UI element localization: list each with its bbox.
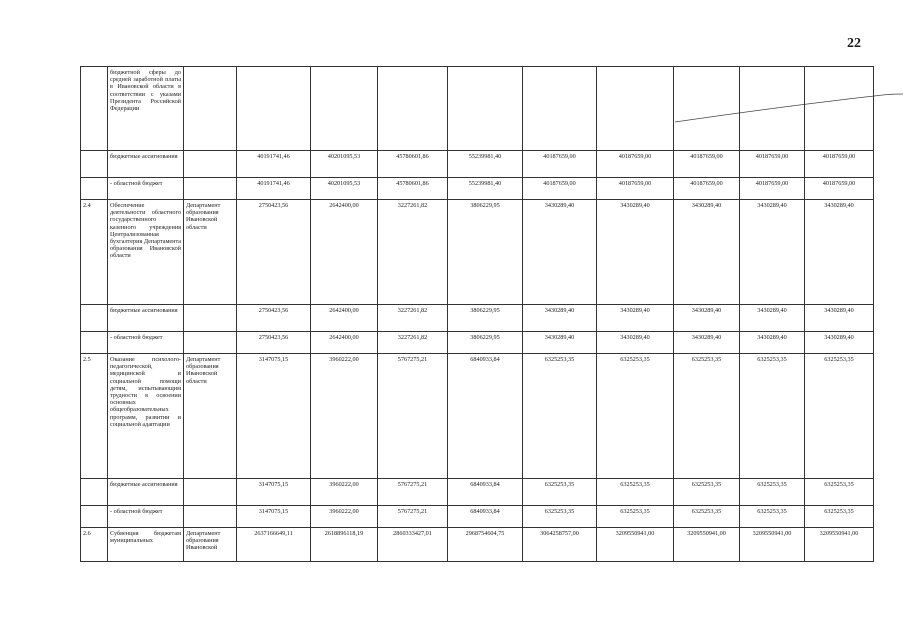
value-cell: 3430289,40 bbox=[674, 305, 740, 332]
value-cell bbox=[378, 67, 448, 151]
table-row bbox=[81, 200, 874, 305]
value-cell: 2750423,56 bbox=[237, 200, 311, 305]
row-name: - областной бюджет bbox=[108, 506, 184, 528]
value-cell: 3960222,00 bbox=[311, 506, 378, 528]
value-cell: 5767275,21 bbox=[378, 479, 448, 506]
value-cell: 55239981,40 bbox=[448, 151, 523, 178]
value-cell: 45780601,86 bbox=[378, 178, 448, 200]
value-cell: 40187659,00 bbox=[805, 151, 874, 178]
value-cell: 3209550941,00 bbox=[674, 528, 740, 562]
value-cell: 3227261,82 bbox=[378, 200, 448, 305]
value-cell: 3806229,95 bbox=[448, 200, 523, 305]
row-name: бюджетные ассигнования bbox=[108, 305, 184, 332]
row-code bbox=[81, 151, 108, 178]
row-responsible: Департамент образования Ивановской области bbox=[184, 200, 237, 305]
value-cell: 2750423,56 bbox=[237, 305, 311, 332]
row-responsible bbox=[184, 332, 237, 354]
row-name: бюджетные ассигнования bbox=[108, 151, 184, 178]
value-cell: 3430289,40 bbox=[740, 200, 805, 305]
value-cell: 2642400,00 bbox=[311, 332, 378, 354]
value-cell: 6325253,35 bbox=[597, 479, 674, 506]
value-cell: 3430289,40 bbox=[523, 200, 597, 305]
row-responsible bbox=[184, 479, 237, 506]
table-row bbox=[81, 354, 874, 479]
page-number: 22 bbox=[847, 36, 861, 51]
row-name: бюджетной сферы до средней заработной платы в Ивановской области в соответствии с указами Президента Российской Федерации bbox=[108, 67, 184, 151]
table-body bbox=[81, 67, 874, 562]
value-cell: 3430289,40 bbox=[597, 332, 674, 354]
value-cell: 6325253,35 bbox=[597, 354, 674, 479]
row-name: бюджетные ассигнования bbox=[108, 479, 184, 506]
value-cell: 3147075,15 bbox=[237, 354, 311, 479]
row-code bbox=[81, 305, 108, 332]
value-cell: 2642400,00 bbox=[311, 200, 378, 305]
value-cell: 5767275,21 bbox=[378, 354, 448, 479]
value-cell: 3209550941,00 bbox=[805, 528, 874, 562]
row-name: - областной бюджет bbox=[108, 332, 184, 354]
row-code bbox=[81, 332, 108, 354]
budget-table bbox=[80, 66, 874, 562]
row-name: Обеспечение деятельности областного государственного казенного учреждения Централизованная бухгалтерия Департамента образования Ивановской области bbox=[108, 200, 184, 305]
value-cell: 3806229,95 bbox=[448, 305, 523, 332]
value-cell: 3227261,82 bbox=[378, 305, 448, 332]
value-cell: 6325253,35 bbox=[740, 354, 805, 479]
row-code bbox=[81, 67, 108, 151]
table-row bbox=[81, 479, 874, 506]
value-cell: 40187659,00 bbox=[523, 151, 597, 178]
row-responsible bbox=[184, 151, 237, 178]
value-cell: 3430289,40 bbox=[805, 332, 874, 354]
value-cell: 3430289,40 bbox=[597, 200, 674, 305]
value-cell: 3430289,40 bbox=[674, 332, 740, 354]
value-cell: 6325253,35 bbox=[674, 354, 740, 479]
row-name: Оказание психолого-педагогической, медицинской и социальной помощи детям, испытывающим трудности в освоении основных общеобразовательных программ, развитии и социальной адаптации bbox=[108, 354, 184, 479]
value-cell: 3147075,15 bbox=[237, 506, 311, 528]
row-code: 2.6 bbox=[81, 528, 108, 562]
value-cell: 6840933,84 bbox=[448, 479, 523, 506]
value-cell: 3147075,15 bbox=[237, 479, 311, 506]
value-cell: 6325253,35 bbox=[805, 479, 874, 506]
value-cell: 3806229,95 bbox=[448, 332, 523, 354]
value-cell: 3430289,40 bbox=[674, 200, 740, 305]
value-cell: 2968754604,75 bbox=[448, 528, 523, 562]
value-cell: 6325253,35 bbox=[674, 479, 740, 506]
value-cell: 6325253,35 bbox=[805, 506, 874, 528]
value-cell: 3430289,40 bbox=[523, 332, 597, 354]
value-cell: 3430289,40 bbox=[740, 305, 805, 332]
value-cell: 6325253,35 bbox=[597, 506, 674, 528]
value-cell: 6325253,35 bbox=[523, 506, 597, 528]
row-responsible bbox=[184, 67, 237, 151]
value-cell: 5767275,21 bbox=[378, 506, 448, 528]
value-cell bbox=[805, 67, 874, 151]
value-cell: 3430289,40 bbox=[597, 305, 674, 332]
value-cell: 3430289,40 bbox=[805, 305, 874, 332]
value-cell: 6325253,35 bbox=[523, 354, 597, 479]
table-row bbox=[81, 506, 874, 528]
value-cell: 3430289,40 bbox=[740, 332, 805, 354]
value-cell: 6325253,35 bbox=[523, 479, 597, 506]
value-cell: 3209550941,00 bbox=[740, 528, 805, 562]
value-cell: 40187659,00 bbox=[674, 178, 740, 200]
value-cell: 3064258757,00 bbox=[523, 528, 597, 562]
row-code bbox=[81, 178, 108, 200]
value-cell: 40187659,00 bbox=[523, 178, 597, 200]
value-cell: 3227261,82 bbox=[378, 332, 448, 354]
value-cell: 3960222,00 bbox=[311, 479, 378, 506]
table-row bbox=[81, 305, 874, 332]
table-row bbox=[81, 528, 874, 562]
value-cell: 40191741,46 bbox=[237, 178, 311, 200]
value-cell: 40191741,46 bbox=[237, 151, 311, 178]
row-responsible bbox=[184, 506, 237, 528]
row-name: - областной бюджет bbox=[108, 178, 184, 200]
value-cell: 2637166649,11 bbox=[237, 528, 311, 562]
value-cell: 2642400,00 bbox=[311, 305, 378, 332]
value-cell: 2860333427,01 bbox=[378, 528, 448, 562]
value-cell: 40187659,00 bbox=[597, 178, 674, 200]
value-cell: 3430289,40 bbox=[523, 305, 597, 332]
value-cell: 40201095,53 bbox=[311, 151, 378, 178]
row-responsible bbox=[184, 178, 237, 200]
row-responsible bbox=[184, 305, 237, 332]
row-code bbox=[81, 479, 108, 506]
value-cell: 40187659,00 bbox=[740, 151, 805, 178]
value-cell: 6840933,84 bbox=[448, 506, 523, 528]
value-cell: 6325253,35 bbox=[805, 354, 874, 479]
value-cell: 6325253,35 bbox=[674, 506, 740, 528]
value-cell: 40187659,00 bbox=[597, 151, 674, 178]
table-row bbox=[81, 151, 874, 178]
value-cell bbox=[311, 67, 378, 151]
row-code bbox=[81, 506, 108, 528]
value-cell bbox=[523, 67, 597, 151]
table-row bbox=[81, 332, 874, 354]
row-code: 2.4 bbox=[81, 200, 108, 305]
value-cell: 3209550941,00 bbox=[597, 528, 674, 562]
value-cell: 6840933,84 bbox=[448, 354, 523, 479]
value-cell: 40201095,53 bbox=[311, 178, 378, 200]
value-cell: 2618896118,19 bbox=[311, 528, 378, 562]
value-cell bbox=[674, 67, 740, 151]
value-cell: 55239981,40 bbox=[448, 178, 523, 200]
table-row bbox=[81, 67, 874, 151]
value-cell: 40187659,00 bbox=[805, 178, 874, 200]
value-cell: 45780601,86 bbox=[378, 151, 448, 178]
value-cell: 6325253,35 bbox=[740, 506, 805, 528]
row-code: 2.5 bbox=[81, 354, 108, 479]
value-cell: 6325253,35 bbox=[740, 479, 805, 506]
row-responsible: Департамент образования Ивановской bbox=[184, 528, 237, 562]
value-cell bbox=[237, 67, 311, 151]
row-name: Субвенция бюджетам муниципальных bbox=[108, 528, 184, 562]
value-cell bbox=[597, 67, 674, 151]
value-cell: 3430289,40 bbox=[805, 200, 874, 305]
value-cell: 40187659,00 bbox=[740, 178, 805, 200]
value-cell bbox=[448, 67, 523, 151]
value-cell: 2750423,56 bbox=[237, 332, 311, 354]
table-row bbox=[81, 178, 874, 200]
row-responsible: Департамент образования Ивановской области bbox=[184, 354, 237, 479]
value-cell bbox=[740, 67, 805, 151]
value-cell: 40187659,00 bbox=[674, 151, 740, 178]
value-cell: 3960222,00 bbox=[311, 354, 378, 479]
